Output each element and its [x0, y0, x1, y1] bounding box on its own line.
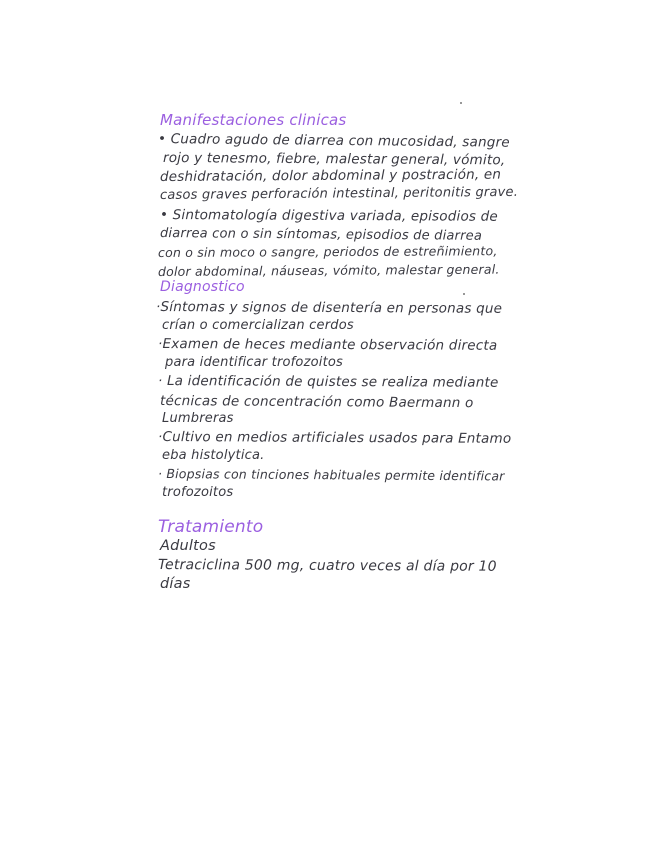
- note-line: deshidratación, dolor abdominal y postración, en: [159, 166, 502, 185]
- note-line: con o sin moco o sangre, periodos de estreñimiento,: [157, 243, 498, 260]
- note-line: ·Examen de heces mediante observación directa: [157, 336, 498, 354]
- section-heading-manifestaciones: Manifestaciones clinicas: [160, 111, 347, 129]
- note-line: eba histolytica.: [162, 448, 265, 463]
- note-line: • Sintomatología digestiva variada, episodios de: [159, 207, 498, 225]
- note-line: días: [160, 576, 191, 592]
- note-line: · Biopsias con tinciones habituales permite identificar: [157, 466, 505, 484]
- note-line: rojo y tenesmo, fiebre, malestar general, vómito,: [162, 150, 506, 169]
- ink-speck: [460, 102, 462, 104]
- note-line: dolor abdominal, náuseas, vómito, malestar general.: [157, 261, 500, 279]
- note-line: • Cuadro agudo de diarrea con mucosidad, sangre: [157, 131, 510, 151]
- note-line: técnicas de concentración como Baermann o: [159, 393, 474, 412]
- note-line: crían o comercializan cerdos: [162, 318, 354, 333]
- note-line: diarrea con o sin síntomas, episodios de diarrea: [159, 226, 483, 244]
- note-line: casos graves perforación intestinal, peritonitis grave.: [159, 184, 519, 203]
- section-heading-tratamiento: Tratamiento: [158, 517, 264, 537]
- note-line: ·Síntomas y signos de disentería en personas que: [155, 299, 503, 317]
- note-line: para identificar trofozoitos: [165, 355, 343, 370]
- note-line: Tetraciclina 500 mg, cuatro veces al día por 10: [157, 557, 497, 575]
- note-line: Lumbreras: [162, 411, 234, 426]
- note-line: · La identificación de quistes se realiza mediante: [157, 373, 499, 391]
- note-line: ·Cultivo en medios artificiales usados para Entamo: [157, 429, 512, 447]
- ink-speck: [463, 293, 465, 295]
- section-heading-diagnostico: Diagnostico: [160, 279, 245, 295]
- note-line: Adultos: [160, 538, 216, 554]
- note-line: trofozoitos: [162, 485, 234, 500]
